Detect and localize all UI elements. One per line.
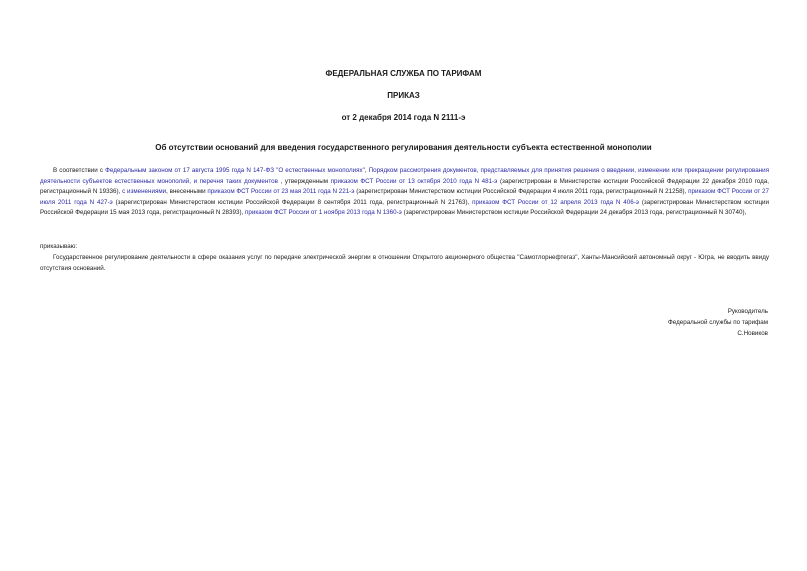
preamble-text: , утвержденным	[277, 177, 331, 185]
preamble-text: (зарегистрирован Министерством юстиции Российской Федерации 4 июля 2011 года, регистрационный N 21258),	[354, 188, 689, 195]
link-order-406[interactable]: приказом ФСТ России от 12 апреля 2013 года N 406-э	[472, 198, 639, 206]
preamble-text: (зарегистрирован Министерством юстиции Российской Федерации 15 мая 2013 года, регистрационный N 28393),	[40, 198, 770, 216]
link-order-427[interactable]: приказом ФСТ России от 27 июля 2011 года N 427-э	[40, 188, 769, 206]
preamble-text: В соответствии с	[53, 167, 106, 174]
signature-organization: Федеральной службы по тарифам	[668, 319, 768, 326]
date-number-heading: от 2 декабря 2014 года N 2111-э	[341, 113, 466, 122]
link-order-221[interactable]: приказом ФСТ России от 23 мая 2011 года N 221-э	[207, 188, 355, 195]
preamble-text: (зарегистрирован в Министерстве юстиции Российской Федерации 22 декабря 2010 года, регистрационный N 19336),	[40, 177, 770, 195]
agency-heading: ФЕДЕРАЛЬНАЯ СЛУЖБА ПО ТАРИФАМ	[325, 69, 482, 78]
link-federal-law[interactable]: Федеральным законом от 17 августа 1995 года N 147-ФЗ "О естественных монополиях"	[105, 167, 365, 174]
signature-name: С.Новиков	[737, 330, 768, 337]
preamble-text: (зарегистрирован Министерством юстиции Российской Федерации 24 декабря 2013 года, регистрационный N 30740),	[401, 209, 747, 216]
signature-role: Руководитель	[727, 308, 768, 315]
preamble-text: (зарегистрирован Министерством юстиции Российской Федерации 8 сентября 2011 года, регистрационный N 21763),	[112, 198, 473, 206]
preamble-paragraph	[40, 166, 769, 219]
preamble-text: ,	[364, 167, 369, 174]
link-order-481[interactable]: приказом ФСТ России от 13 октября 2010 года N 481-э	[330, 177, 498, 185]
document-type-heading: ПРИКАЗ	[387, 91, 420, 100]
document-title: Об отсутствии оснований для введения государственного регулирования деятельности субъекта естественной монополии	[155, 143, 652, 152]
ordered-label: приказываю:	[40, 243, 78, 250]
link-procedure[interactable]: Порядком рассмотрения документов, представляемых для принятия решения о введении, изменении или прекращении регулирования деятельности субъектов естественных монополий, и перечня таких документов	[40, 167, 769, 185]
link-order-1360[interactable]: приказом ФСТ России от 1 ноября 2013 года N 1360-э	[245, 209, 402, 216]
decision-paragraph: Государственное регулирование деятельности в сфере оказания услуг по передаче электрической энергии в отношении Открытого акционерного общества "Самотлорнефтегаз", Ханты-Мансийский автономный округ - Югра, не вводить ввиду отсутствия оснований.	[40, 254, 769, 272]
link-amendments[interactable]: с изменениями	[122, 188, 167, 195]
preamble-text: , внесенными	[166, 188, 208, 195]
